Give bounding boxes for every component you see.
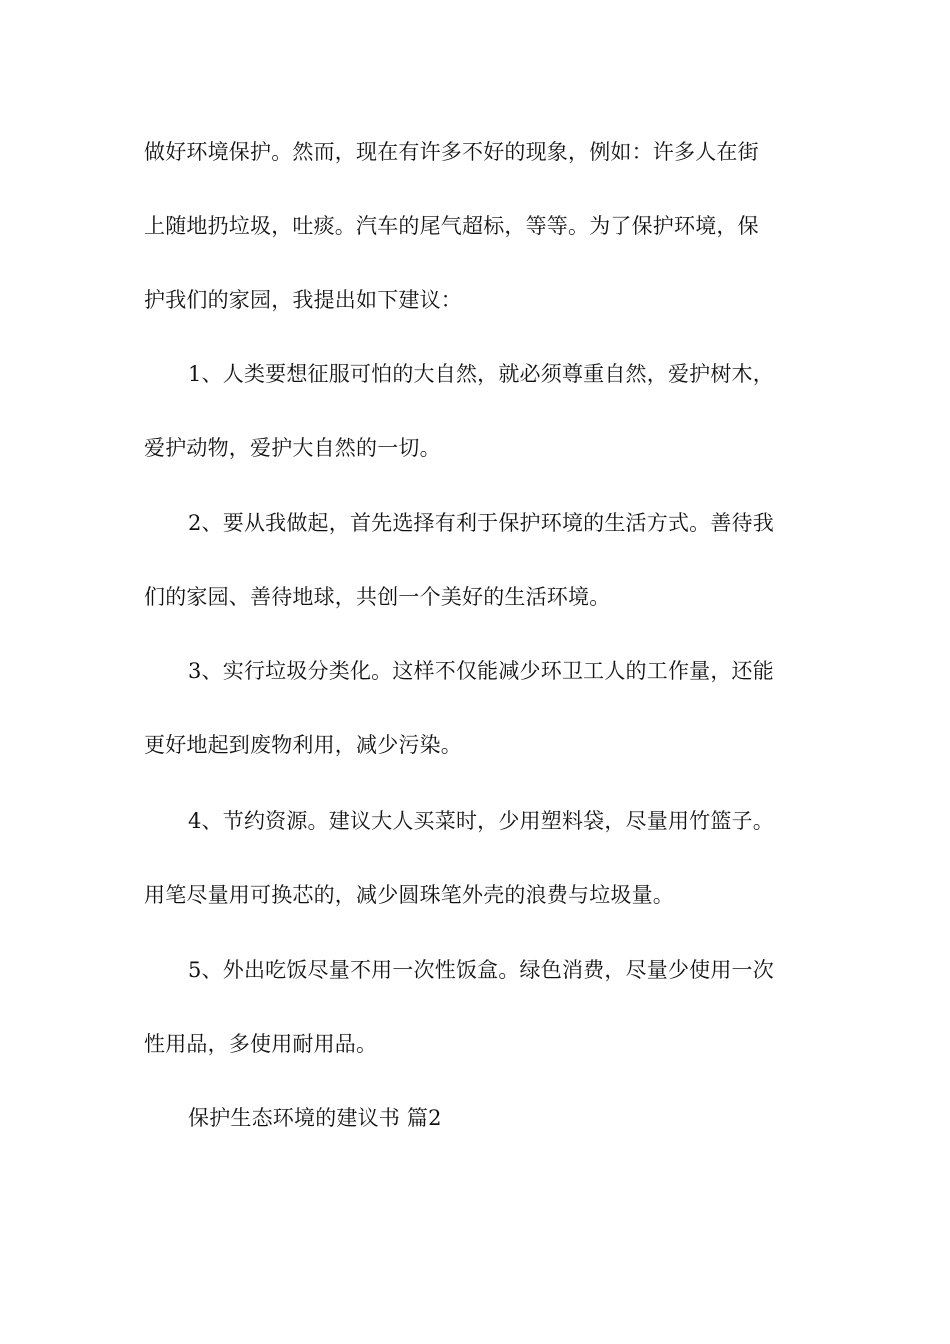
- suggestion-3-line: 3、实行垃圾分类化。这样不仅能减少环卫工人的工作量，还能: [188, 659, 774, 683]
- suggestion-2-line: 2、要从我做起，首先选择有利于保护环境的生活方式。善待我: [188, 511, 774, 535]
- paragraph-line: 护我们的家园，我提出如下建议：: [144, 288, 462, 312]
- suggestion-1-line: 爱护动物，爱护大自然的一切。: [144, 436, 441, 460]
- suggestion-1-line: 1、人类要想征服可怕的大自然，就必须尊重自然，爱护树木，: [188, 362, 774, 386]
- suggestion-4-line: 4、节约资源。建议大人买菜时，少用塑料袋，尽量用竹篮子。: [188, 809, 774, 833]
- paragraph-line: 做好环境保护。然而，现在有许多不好的现象，例如：许多人在街: [144, 140, 759, 164]
- suggestion-2-line: 们的家园、善待地球，共创一个美好的生活环境。: [144, 585, 611, 609]
- section-heading: 保护生态环境的建议书 篇2: [188, 1106, 442, 1130]
- suggestion-5-line: 5、外出吃饭尽量不用一次性饭盒。绿色消费，尽量少使用一次: [188, 958, 774, 982]
- paragraph-line: 上随地扔垃圾，吐痰。汽车的尾气超标，等等。为了保护环境，保: [144, 214, 759, 238]
- suggestion-5-line: 性用品，多使用耐用品。: [144, 1032, 378, 1056]
- suggestion-4-line: 用笔尽量用可换芯的，减少圆珠笔外壳的浪费与垃圾量。: [144, 883, 674, 907]
- suggestion-3-line: 更好地起到废物利用，减少污染。: [144, 733, 462, 757]
